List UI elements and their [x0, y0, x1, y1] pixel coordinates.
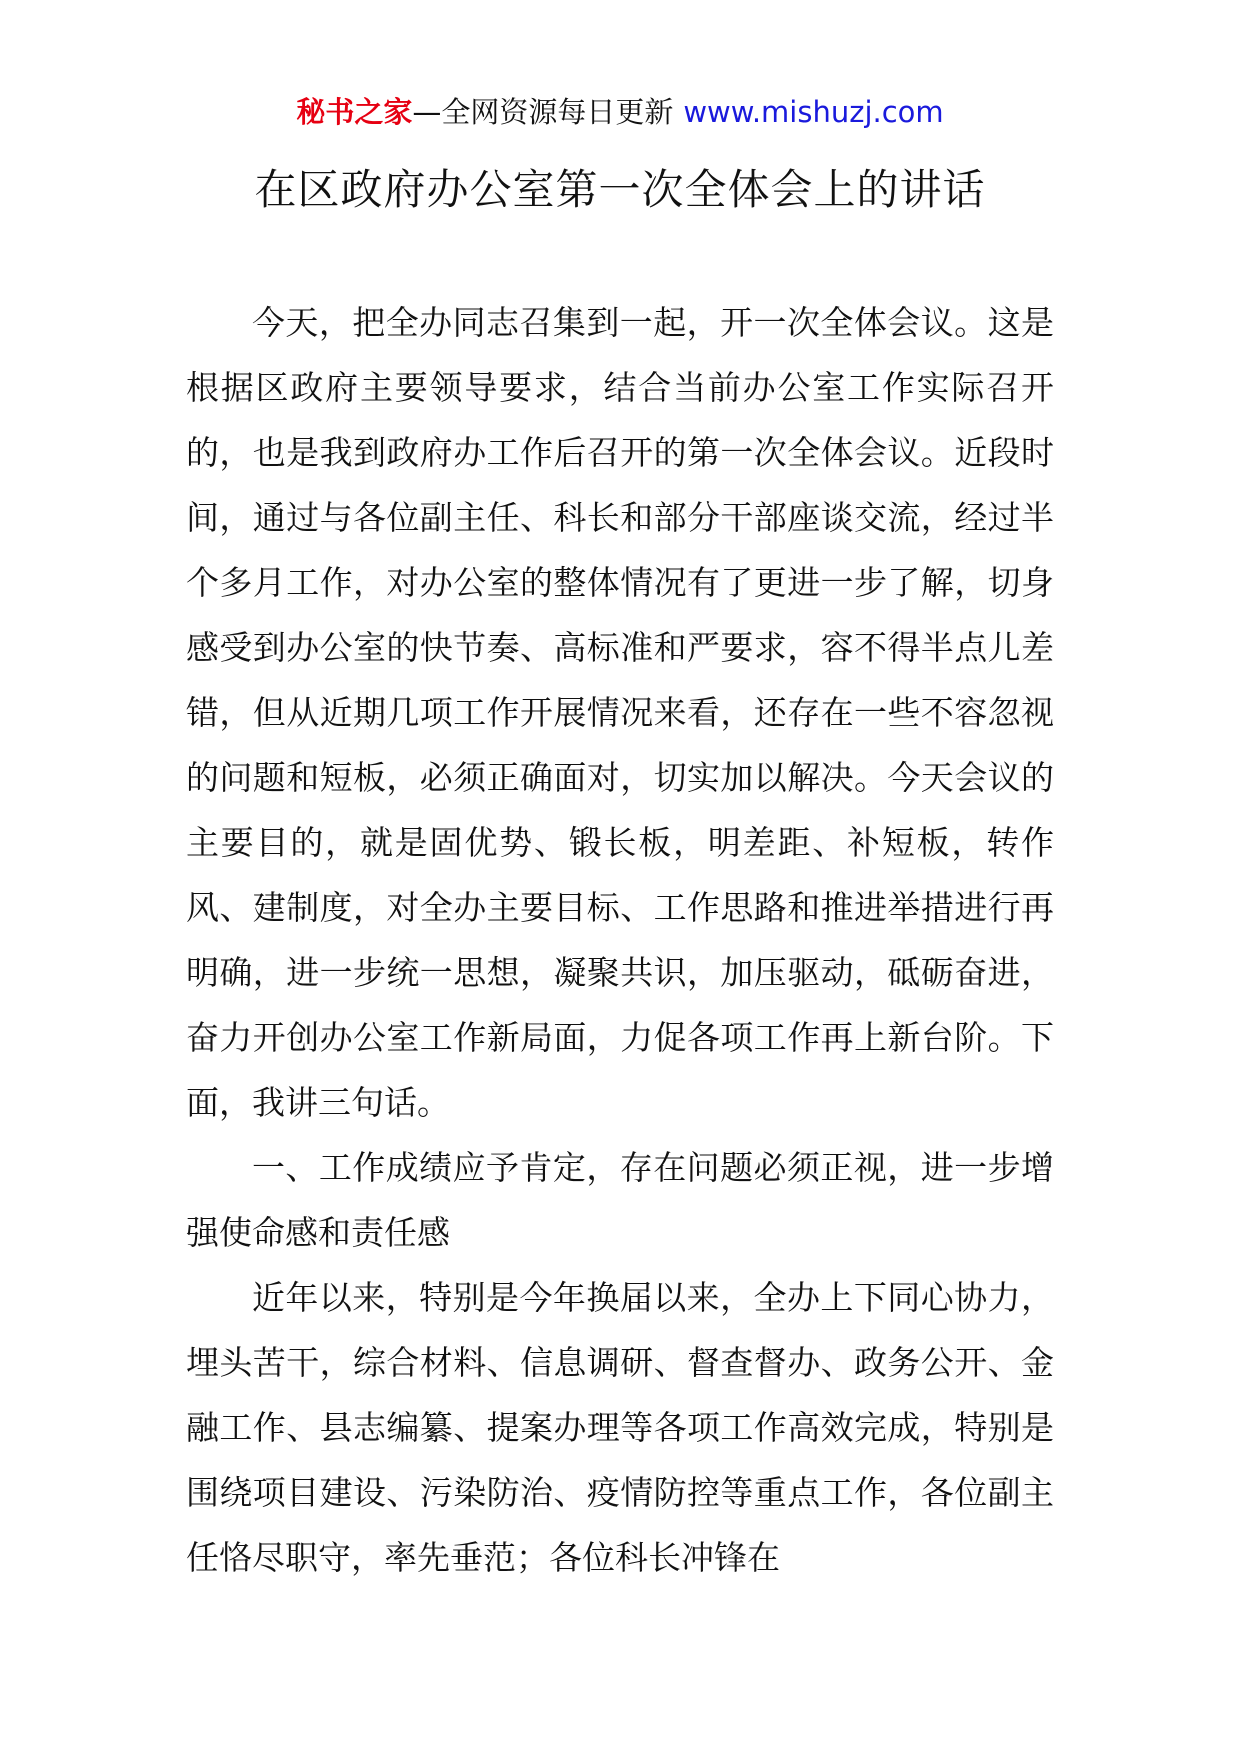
site-watermark-header [0, 92, 1240, 132]
section-heading-1: 一、工作成绩应予肯定，存在问题必须正视，进一步增强使命感和责任感 [186, 1148, 1054, 1252]
brand-name: 秘书之家 [296, 95, 413, 129]
site-url[interactable]: www.mishuzj.com [683, 95, 944, 129]
document-body [186, 290, 1054, 1590]
document-title: 在区政府办公室第一次全体会上的讲话 [254, 165, 986, 214]
paragraph-intro: 今天，把全办同志召集到一起，开一次全体会议。这是根据区政府主要领导要求，结合当前办公室工作实际召开的，也是我到政府办工作后召开的第一次全体会议。近段时间，通过与各位副主任、科长和部分干部座谈交流，经过半个多月工作，对办公室的整体情况有了更进一步了解，切身感受到办公室的快节奏、高标准和严要求，容不得半点儿差错，但从近期几项工作开展情况来看，还存在一些不容忽视的问题和短板，必须正确面对，切实加以解决。今天会议的主要目的，就是固优势、锻长板，明差距、补短板，转作风、建制度，对全办主要目标、工作思路和推进举措进行再明确，进一步统一思想，凝聚共识，加压驱动，砥砺奋进，奋力开创办公室工作新局面，力促各项工作再上新台阶。下面，我讲三句话。 [186, 303, 1054, 1122]
paragraph-section-1: 近年以来，特别是今年换届以来，全办上下同心协力，埋头苦干，综合材料、信息调研、督查督办、政务公开、金融工作、县志编纂、提案办理等各项工作高效完成，特别是围绕项目建设、污染防治、疫情防控等重点工作，各位副主任恪尽职守，率先垂范；各位科长冲锋在 [186, 1278, 1054, 1577]
brand-tagline: —全网资源每日更新 [412, 95, 674, 129]
